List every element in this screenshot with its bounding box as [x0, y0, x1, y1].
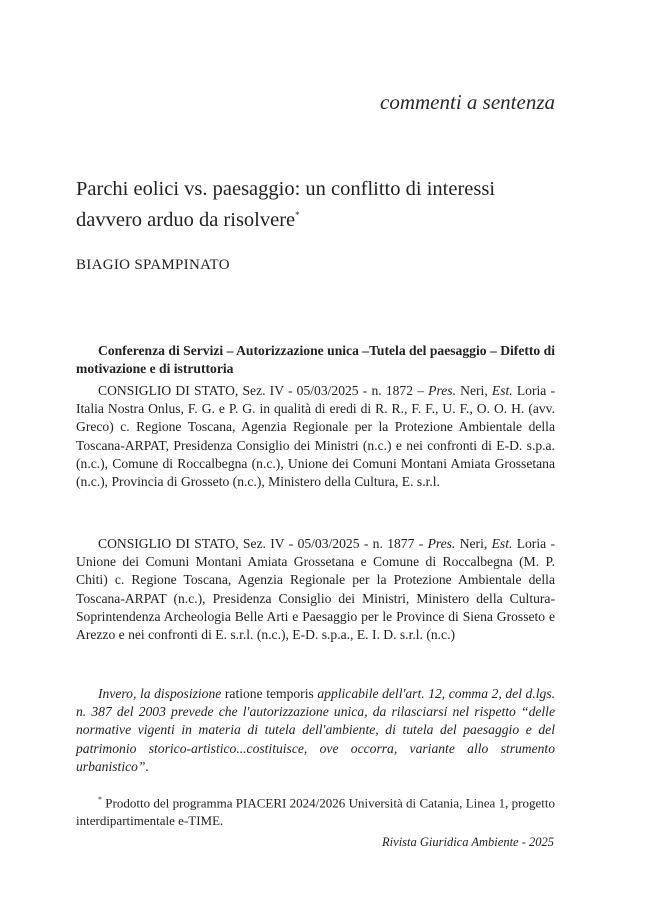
case2-rest: Loria - Unione dei Comuni Montani Amiata Grossetana e Comune di Roccalbegna (M. P. Chiti) c. Regione Toscana, Agenzia Regionale per la Protezione Ambientale della Toscana-ARPAT (n.c.), Presidenza Consiglio dei Ministri, Ministero della Cultura-Soprintendenza Archeologia Belle Arti e Paesaggio per le Province di Siena Grosseto e Arezzo e nei confronti di E. s.r.l. (n.c.), E-D. s.p.a., E. I. D. s.r.l. (n.c.) — [76, 536, 555, 643]
case-citation-2 — [76, 535, 555, 644]
case2-est-label: Est. — [491, 536, 513, 551]
case2-lead: CONSIGLIO DI STATO, Sez. IV - 05/03/2025 - n. 1877 - — [98, 536, 428, 551]
title-footnote-mark: * — [295, 210, 300, 220]
journal-footer: Rivista Giuridica Ambiente - 2025 — [382, 835, 554, 849]
section-header: commenti a sentenza — [380, 90, 555, 114]
author-name: BIAGIO SPAMPINATO — [76, 257, 230, 273]
footnote-text: Prodotto del programma PIACERI 2024/2026 Università di Catania, Linea 1, progetto interdipartimentale e-TIME. — [76, 795, 555, 828]
case-citation-1 — [76, 382, 555, 491]
footnote — [76, 791, 555, 829]
case1-pres-name: Neri, — [455, 383, 492, 398]
case2-pres-name: Neri, — [455, 536, 492, 551]
footnote-mark: * — [98, 795, 102, 804]
case1-est-label: Est. — [491, 383, 513, 398]
quoted-excerpt — [76, 685, 555, 776]
case1-lead: CONSIGLIO DI STATO, Sez. IV - 05/03/2025 - n. 1872 – — [98, 383, 429, 398]
article-title-text: Parchi eolici vs. paesaggio: un conflitto di interessi davvero arduo da risolvere — [76, 178, 496, 231]
keywords-heading: Conferenza di Servizi – Autorizzazione unica –Tutela del paesaggio – Difetto di motivazione e di istruttoria — [76, 343, 555, 377]
quote-roman-term: ratione temporis — [224, 686, 314, 701]
quote-part-2: applicabile dell'art. 12, comma 2, del d.lgs. n. 387 del 2003 prevede che l'autorizzazione unica, da rilasciarsi nel rispetto “delle normative vigenti in materia di tutela dell'ambiente, di tutela del paesaggio e del patrimonio storico-artistico...costituisce, ove occorra, variante allo strumento urbanistico”. — [76, 686, 556, 774]
case2-pres-label: Pres. — [427, 536, 456, 551]
article-title — [76, 176, 556, 233]
case1-rest: Loria - Italia Nostra Onlus, F. G. e P. G. in qualità di eredi di R. R., F. F., U. F., O. O. H. (avv. Greco) c. Regione Toscana, Agenzia Regionale per la Protezione Ambientale della Toscana-ARPAT, Presidenza Consiglio dei Ministri (n.c.) e nei confronti di E-D. s.p.a. (n.c.), Comune di Roccalbegna (n.c.), Unione dei Comuni Montani Amiata Grossetana (n.c.), Provincia di Grosseto (n.c.), Ministero della Cultura, E. s.r.l. — [76, 383, 555, 490]
quote-part-1: Invero, la disposizione — [98, 686, 225, 701]
case1-pres-label: Pres. — [428, 383, 456, 398]
